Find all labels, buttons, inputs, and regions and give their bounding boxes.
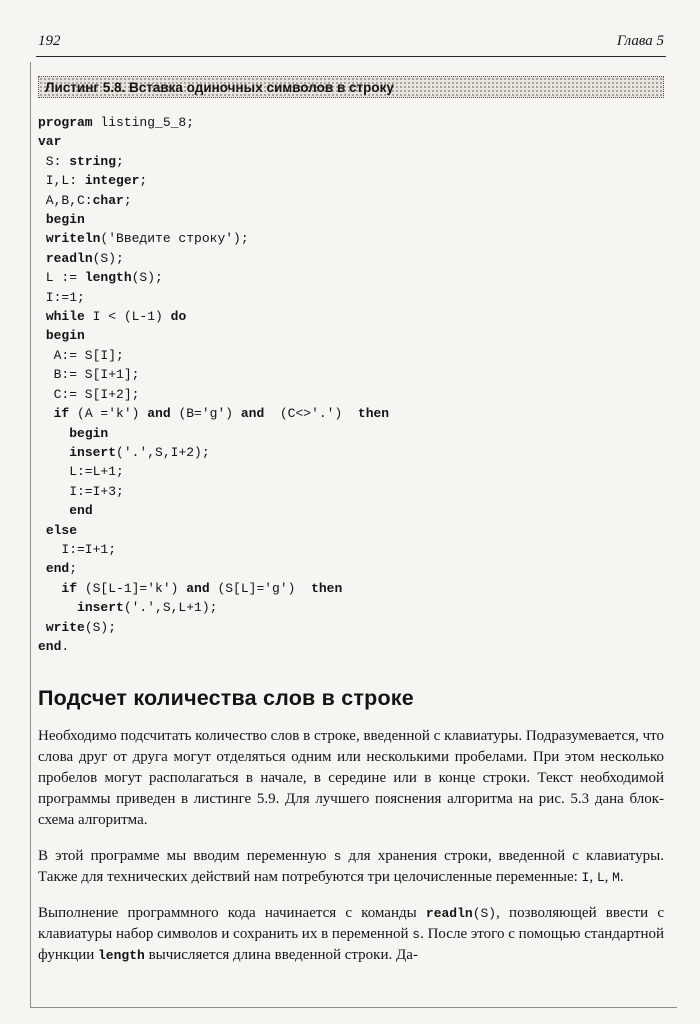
listing-title: Листинг 5.8. Вставка одиночных символов в строку <box>45 80 394 95</box>
code-keyword: then <box>311 580 343 596</box>
code-line <box>38 132 664 151</box>
code-line <box>38 249 664 268</box>
listing-title-bar <box>38 76 664 98</box>
code-keyword: and <box>240 406 265 422</box>
text-segment <box>38 251 46 266</box>
text-segment: listing_5_8; <box>92 115 195 130</box>
code-keyword: end <box>69 503 93 519</box>
code-keyword: begin <box>45 328 85 344</box>
code-keyword: string <box>69 153 117 169</box>
code-line <box>38 268 664 287</box>
code-line <box>38 191 664 210</box>
chapter-label: Глава 5 <box>616 33 664 49</box>
text-segment: (S); <box>92 250 124 266</box>
code-line <box>38 326 664 345</box>
code-line <box>38 637 664 656</box>
code-keyword: then <box>357 406 390 422</box>
code-keyword: length <box>98 948 145 964</box>
running-head <box>38 33 664 50</box>
code-keyword: readln <box>45 250 93 266</box>
code-keyword: write <box>45 619 85 635</box>
text-segment: (S); <box>131 270 163 286</box>
text-segment: A,B,C: <box>38 192 93 208</box>
code-line <box>38 598 664 617</box>
text-segment: C:= S[I+2]; <box>38 386 140 402</box>
inline-code: M <box>612 870 620 886</box>
code-line <box>38 579 664 598</box>
text-segment <box>38 328 46 343</box>
text-segment: Необходимо подсчитать количество слов в строке, введенной с клавиатуры. Подразумевается, что слова друг от друга могут отделяться одним или несколькими пробелами. При этом несколько пробелов могут располагаться в начале, в середине или в конце строки. Текст необходимой программы приведен в листинге 5.9. Для лучшего пояснения алгоритма на рис. 5.3 дана блок-схема алгоритма. <box>38 728 664 829</box>
code-line <box>38 404 664 423</box>
paragraph <box>38 846 664 888</box>
code-line <box>38 288 664 307</box>
text-segment <box>38 503 69 518</box>
code-keyword: and <box>186 580 210 596</box>
page-number: 192 <box>38 33 61 49</box>
body-paragraphs <box>38 726 664 966</box>
text-segment: ; <box>116 153 124 169</box>
text-segment: (S[L-1]='k') <box>77 580 187 596</box>
text-segment <box>38 426 69 441</box>
text-segment: (B='g') <box>170 406 241 422</box>
text-segment: (S[L]='g') <box>209 580 312 596</box>
text-segment: I:=I+3; <box>38 483 124 499</box>
text-segment <box>38 581 61 596</box>
text-segment: вычисляется длина введенной строки. Да- <box>144 947 418 964</box>
text-segment: ; <box>69 561 78 577</box>
inline-code: s <box>333 849 342 865</box>
text-segment: (A ='k') <box>69 406 148 422</box>
page-frame-bottom <box>30 1007 677 1008</box>
text-segment: A:= S[I]; <box>38 347 124 363</box>
code-keyword: writeln <box>45 231 101 247</box>
text-segment: ('Введите строку'); <box>100 231 249 247</box>
paragraph <box>38 903 664 966</box>
code-line <box>38 540 664 559</box>
code-line <box>38 462 664 481</box>
text-segment: В этой программе мы вводим переменную <box>38 848 334 865</box>
text-segment <box>38 406 54 421</box>
inline-code: I <box>581 870 590 886</box>
section-title: Подсчет количества слов в строке <box>38 686 414 711</box>
code-line <box>38 171 664 190</box>
inline-code: L <box>596 870 605 886</box>
code-line <box>38 346 664 365</box>
text-segment: ; <box>139 173 148 189</box>
code-keyword: insert <box>77 600 124 616</box>
code-line <box>38 152 664 171</box>
text-segment: ('.',S,L+1); <box>123 600 218 616</box>
text-segment: для хранения строки, введенной с клавиатуры. Также для технических действий нам потребуются три целочисленные переменные: <box>38 848 664 886</box>
text-segment <box>38 445 69 460</box>
code-line <box>38 307 664 326</box>
code-line <box>38 365 664 384</box>
text-segment: I < (L-1) <box>84 309 171 325</box>
page-frame-left <box>30 62 31 1007</box>
text-segment: , <box>604 869 613 886</box>
text-segment: . После этого с помощью стандартной функции <box>38 926 664 964</box>
code-block <box>38 113 664 656</box>
text-segment: S: <box>38 153 70 169</box>
code-keyword: length <box>84 270 132 286</box>
code-line <box>38 424 664 443</box>
text-segment <box>38 309 46 324</box>
code-keyword: while <box>45 309 85 325</box>
code-keyword: var <box>38 134 62 150</box>
code-line <box>38 443 664 462</box>
inline-code: (S) <box>472 906 497 922</box>
code-line <box>38 618 664 637</box>
code-keyword: integer <box>84 173 140 189</box>
code-keyword: if <box>61 580 78 596</box>
code-line <box>38 210 664 229</box>
code-line <box>38 229 664 248</box>
text-segment: , <box>589 869 597 886</box>
code-line <box>38 501 664 520</box>
text-segment: I,L: <box>38 173 85 189</box>
code-line <box>38 521 664 540</box>
text-segment: ('.',S,I+2); <box>116 444 210 460</box>
text-segment: I:=I+1; <box>38 541 117 557</box>
page-content <box>38 76 664 966</box>
text-segment: I:=1; <box>38 289 85 305</box>
code-keyword: end <box>38 638 62 654</box>
code-keyword: program <box>38 115 93 130</box>
text-segment <box>38 600 77 615</box>
text-segment <box>38 212 46 227</box>
code-line <box>38 559 664 578</box>
text-segment <box>38 620 46 635</box>
code-keyword: and <box>147 406 171 422</box>
text-segment: , позволяющей ввести с клавиатуры набор символов и сохранить их в переменной <box>38 905 664 943</box>
text-segment: . <box>619 869 624 886</box>
code-keyword: if <box>53 406 70 422</box>
text-segment <box>38 231 46 246</box>
header-rule <box>36 56 666 57</box>
text-segment <box>38 523 46 538</box>
code-keyword: begin <box>45 212 85 228</box>
text-segment: (S); <box>84 619 117 635</box>
text-segment: B:= S[I+1]; <box>38 367 140 383</box>
paragraph <box>38 726 664 831</box>
text-segment: L := <box>38 270 85 286</box>
code-keyword: readln <box>425 906 473 922</box>
code-keyword: begin <box>69 425 109 441</box>
code-keyword: else <box>45 522 78 538</box>
code-line <box>38 385 664 404</box>
code-keyword: end <box>45 561 70 577</box>
code-keyword: char <box>92 192 124 208</box>
text-segment: . <box>61 638 70 654</box>
code-keyword: insert <box>69 444 117 460</box>
text-segment: Выполнение программного кода начинается с команды <box>38 905 426 922</box>
text-segment: ; <box>123 192 132 208</box>
text-segment <box>38 561 46 576</box>
code-keyword: do <box>170 309 187 325</box>
inline-code: s <box>412 927 421 943</box>
code-line <box>38 113 664 132</box>
text-segment: (C<>'.') <box>264 406 358 422</box>
text-segment: L:=L+1; <box>38 464 124 480</box>
code-line <box>38 482 664 501</box>
